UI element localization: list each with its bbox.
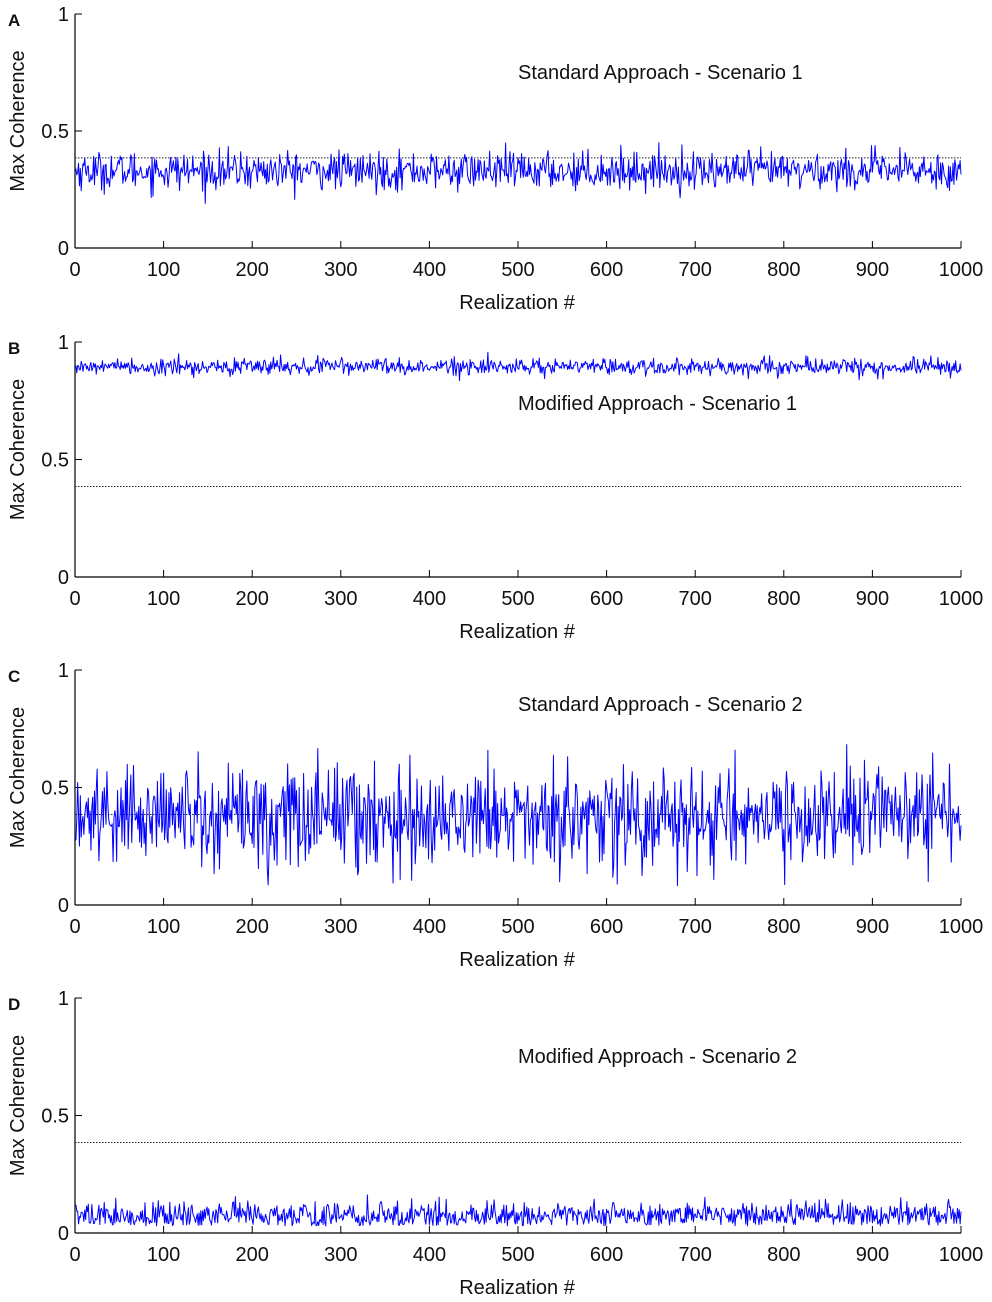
y-tick-label: 1 [57, 988, 69, 1010]
x-tick-label: 300 [324, 1244, 358, 1266]
panel-label: B [8, 339, 21, 358]
x-tick-label: 700 [678, 259, 712, 281]
x-tick-label: 900 [855, 916, 890, 938]
x-tick-label: 900 [855, 1244, 890, 1266]
plot-title: Modified Approach - Scenario 2 [518, 1046, 798, 1068]
panel-c [7, 660, 983, 971]
x-tick-label: 400 [412, 259, 447, 281]
y-tick-label: 0.5 [41, 449, 69, 472]
x-tick-label: 600 [589, 916, 624, 938]
x-tick-label: 0 [69, 259, 81, 281]
x-tick-label: 200 [235, 588, 269, 610]
x-tick-label: 400 [412, 916, 447, 938]
x-tick-label: 800 [767, 259, 801, 281]
x-tick-label: 1000 [938, 1244, 984, 1266]
y-tick-label: 0 [57, 895, 69, 917]
panel-label: D [8, 995, 21, 1014]
x-tick-label: 600 [589, 259, 624, 281]
x-tick-label: 100 [146, 588, 181, 610]
x-axis-label: Realization # [459, 949, 575, 971]
series-line [76, 143, 961, 204]
x-tick-label: 900 [855, 259, 890, 281]
series-line [76, 745, 961, 886]
panel-a [7, 4, 983, 314]
x-tick-label: 1000 [938, 588, 984, 610]
x-tick-label: 0 [69, 916, 81, 938]
x-axis-label: Realization # [459, 621, 575, 643]
y-axis-label: Max Coherence [7, 1034, 29, 1177]
panel-d [7, 988, 983, 1299]
y-tick-label: 1 [57, 332, 69, 354]
y-axis-label: Max Coherence [7, 378, 29, 521]
x-tick-label: 600 [589, 1244, 624, 1266]
x-axis-label: Realization # [459, 292, 575, 314]
x-tick-label: 0 [69, 1244, 81, 1266]
x-tick-label: 0 [69, 588, 81, 610]
x-tick-label: 100 [146, 916, 181, 938]
x-tick-label: 700 [678, 916, 712, 938]
x-tick-label: 700 [678, 1244, 712, 1266]
y-axis-label: Max Coherence [7, 706, 29, 849]
x-tick-label: 300 [324, 259, 358, 281]
plot-title: Standard Approach - Scenario 2 [518, 694, 803, 716]
x-tick-label: 1000 [938, 916, 984, 938]
series-line [76, 352, 961, 380]
x-tick-label: 900 [855, 588, 890, 610]
plot-title: Standard Approach - Scenario 1 [518, 62, 803, 84]
x-tick-label: 500 [501, 259, 535, 281]
panel-label: A [8, 11, 21, 30]
x-tick-label: 400 [412, 588, 447, 610]
x-tick-label: 200 [235, 916, 269, 938]
x-tick-label: 800 [767, 916, 801, 938]
y-tick-label: 0 [57, 1223, 69, 1245]
y-tick-label: 1 [57, 660, 69, 682]
x-tick-label: 300 [324, 916, 358, 938]
x-tick-label: 800 [767, 588, 801, 610]
y-tick-label: 0 [57, 238, 69, 260]
x-tick-label: 200 [235, 259, 269, 281]
x-tick-label: 500 [501, 1244, 535, 1266]
series-line [76, 1195, 961, 1226]
y-tick-label: 0.5 [41, 777, 69, 800]
y-axis-label: Max Coherence [7, 50, 29, 192]
y-tick-label: 1 [57, 4, 69, 26]
x-tick-label: 500 [501, 916, 535, 938]
x-tick-label: 800 [767, 1244, 801, 1266]
x-tick-label: 500 [501, 588, 535, 610]
x-tick-label: 100 [146, 1244, 181, 1266]
y-tick-label: 0.5 [41, 121, 69, 143]
x-tick-label: 200 [235, 1244, 269, 1266]
panel-b [7, 332, 983, 643]
y-tick-label: 0.5 [41, 1105, 69, 1128]
plot-title: Modified Approach - Scenario 1 [518, 393, 798, 415]
x-tick-label: 100 [146, 259, 181, 281]
panel-label: C [8, 667, 21, 686]
x-axis-label: Realization # [459, 1277, 575, 1299]
x-tick-label: 400 [412, 1244, 447, 1266]
y-tick-label: 0 [57, 567, 69, 589]
x-tick-label: 600 [589, 588, 624, 610]
x-tick-label: 700 [678, 588, 712, 610]
x-tick-label: 300 [324, 588, 358, 610]
x-tick-label: 1000 [938, 259, 984, 281]
